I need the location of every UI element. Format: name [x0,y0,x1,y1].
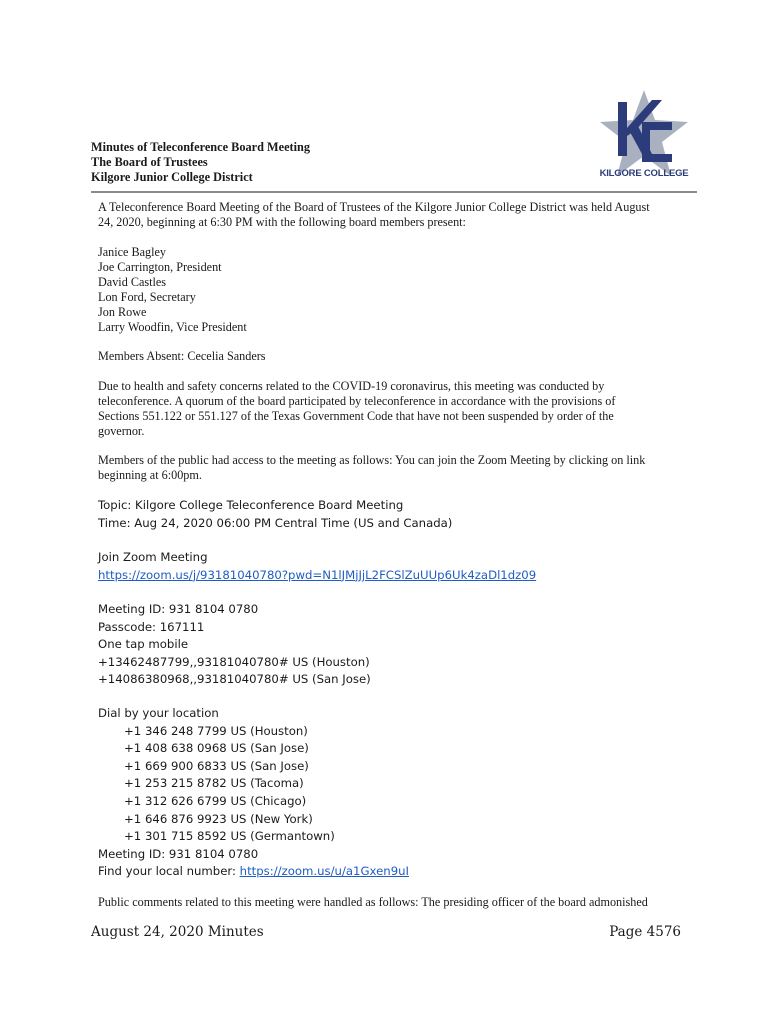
header-district: Kilgore Junior College District [91,170,253,184]
zoom-tap-number: +13462487799,,93181040780# US (Houston) [98,654,370,669]
zoom-local-label: Find your local number: [98,864,240,879]
zoom-join-block [98,549,698,584]
zoom-dial-number: +1 646 876 9923 US (New York) [124,811,313,826]
covid-line: governor. [98,424,145,438]
public-access-paragraph [98,453,678,483]
public-comments-paragraph: Public comments related to this meeting were handled as follows: The presiding officer of the board admonished [98,895,648,909]
zoom-passcode: Passcode: 167111 [98,619,205,634]
footer-date: August 24, 2020 Minutes [91,924,264,940]
covid-line: Due to health and safety concerns related to the COVID-19 coronavirus, this meeting was conducted by [98,379,605,393]
intro-line: 24, 2020, beginning at 6:30 PM with the following board members present: [98,215,466,229]
intro-line: A Teleconference Board Meeting of the Board of Trustees of the Kilgore Junior College District was held August [98,200,650,214]
member-item: Jon Rowe [98,305,147,319]
header-board: The Board of Trustees [91,155,208,169]
document-header [91,140,310,185]
member-item: Lon Ford, Secretary [98,290,196,304]
header-title: Minutes of Teleconference Board Meeting [91,140,311,154]
zoom-dial-number: +1 346 248 7799 US (Houston) [124,723,308,738]
public-access-line: beginning at 6:00pm. [98,468,202,482]
zoom-local-number-line [98,863,698,881]
zoom-dial-number: +1 253 215 8782 US (Tacoma) [124,776,304,791]
zoom-one-tap-label: One tap mobile [98,637,189,652]
zoom-local-link[interactable]: https://zoom.us/u/a1Gxen9uI [239,864,409,879]
footer-page-number: Page 4576 [609,924,681,940]
zoom-dial-number: +1 408 638 0968 US (San Jose) [124,741,309,756]
zoom-time: Time: Aug 24, 2020 06:00 PM Central Time (US and Canada) [98,515,453,530]
zoom-dial-number: +1 301 715 8592 US (Germantown) [124,829,335,844]
member-item: David Castles [98,275,167,289]
zoom-dial-number: +1 669 900 6833 US (San Jose) [124,758,309,773]
logo-caption: KILGORE COLLEGE [599,168,689,179]
header-divider [91,191,697,193]
covid-line: Sections 551.122 or 551.127 of the Texas Government Code that have not been suspended by order of the [98,409,614,423]
zoom-topic: Topic: Kilgore College Teleconference Board Meeting [98,498,404,512]
covid-paragraph [98,379,678,439]
zoom-dial-number: +1 312 626 6799 US (Chicago) [124,793,307,808]
logo-letter-k-stem [618,102,627,156]
zoom-topic-block [98,497,698,532]
member-item: Janice Bagley [98,245,167,259]
intro-paragraph [98,200,678,230]
zoom-join-link[interactable]: https://zoom.us/j/93181040780?pwd=N1lJMjJjL2FCSlZuUUp6Uk4zaDl1dz09 [98,567,537,582]
zoom-meeting-id: Meeting ID: 931 8104 0780 [98,602,259,616]
covid-line: teleconference. A quorum of the board participated by teleconference in accordance with the provisions of [98,394,616,408]
zoom-details-block [98,601,698,689]
zoom-dial-label: Dial by your location [98,706,219,720]
zoom-meeting-id-repeat: Meeting ID: 931 8104 0780 [98,846,259,861]
zoom-dial-block [98,705,698,881]
member-item: Joe Carrington, President [98,260,222,274]
member-item: Larry Woodfin, Vice President [98,320,247,334]
public-access-line: Members of the public had access to the meeting as follows: You can join the Zoom Meeting by clicking on link [98,453,646,467]
zoom-tap-number: +14086380968,,93181040780# US (San Jose) [98,672,371,687]
page-footer [91,924,681,944]
members-present-list [98,245,678,335]
members-absent: Members Absent: Cecelia Sanders [98,349,266,363]
zoom-join-label: Join Zoom Meeting [98,550,208,564]
